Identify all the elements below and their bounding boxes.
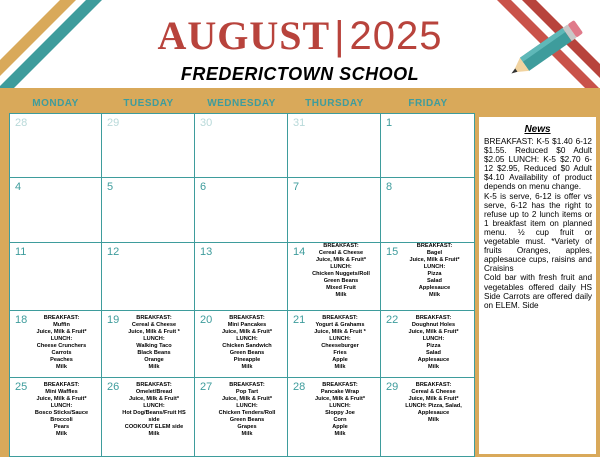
day-number: 25 [15,381,28,393]
day-number: 28 [293,381,306,393]
calendar-day-cell [9,113,102,178]
calendar-day-cell [195,311,288,378]
day-number: 8 [386,181,393,193]
day-menu: BREAKFAST: Mini Waffles Juice, Milk & Fruit* LUNCH: Bosco Sticks/Sauce Broccoli Pears Milk [34,382,89,437]
weekday-header: WEDNESDAY [195,95,288,113]
day-menu: BREAKFAST: Cereal & Cheese Juice, Milk & Fruit* LUNCH: Pizza, Salad, Applesauce Milk [405,382,462,423]
calendar-day-cell [288,178,381,243]
calendar-day-cell [102,378,195,457]
calendar-day-cell [102,178,195,243]
day-number: 28 [15,117,28,129]
day-menu: BREAKFAST: Pop Tart Juice, Milk & Fruit* LUNCH: Chicken Tenders/Roll Green Beans Grapes Milk [218,382,276,437]
news-panel [478,116,597,455]
day-number: 11 [15,246,27,258]
day-number: 15 [386,246,399,258]
day-number: 19 [107,314,120,326]
year-label: 2025 [349,14,443,58]
calendar-day-cell [9,378,102,457]
calendar-day-cell [9,243,102,311]
day-number: 22 [386,314,399,326]
day-number: 18 [15,314,28,326]
day-number: 21 [293,314,306,326]
calendar-day-cell [381,311,475,378]
calendar-day-cell [102,311,195,378]
calendar-day-cell [288,311,381,378]
day-number: 30 [200,117,213,129]
calendar-header [0,0,600,88]
day-number: 29 [107,117,120,129]
weekday-header: FRIDAY [381,95,475,113]
pencil-icon [500,20,590,80]
calendar-day-cell [195,178,288,243]
calendar-day-cell [288,378,381,457]
day-number: 1 [386,117,393,129]
day-menu: BREAKFAST: Yogurt & Grahams Juice, Milk & Fruit * LUNCH: Cheeseburger Fries Apple Milk [314,315,366,370]
calendar-day-cell [195,378,288,457]
calendar-day-cell [9,311,102,378]
month-label: AUGUST [157,13,331,58]
day-menu: BREAKFAST: Doughnut Holes Juice, Milk & Fruit* LUNCH: Pizza Salad Applesauce Milk [408,315,459,370]
weekday-header: TUESDAY [102,95,195,113]
school-name: FREDERICTOWN SCHOOL [180,64,420,84]
day-menu: BREAKFAST: Omelet/Bread Juice, Milk & Fruit* LUNCH: Hot Dog/Beans/Fruit HS side COOKOUT ELEM side Milk [122,382,186,437]
calendar-day-cell [381,378,475,457]
calendar-day-cell [381,113,475,178]
day-number: 27 [200,381,213,393]
day-number: 4 [15,181,22,193]
day-number: 26 [107,381,120,393]
weekday-header: THURSDAY [288,95,381,113]
day-number: 13 [200,246,213,258]
day-number: 5 [107,181,114,193]
news-title: News [524,124,551,135]
calendar-day-cell [288,113,381,178]
day-menu: BREAKFAST: Pancake Wrap Juice, Milk & Fruit* LUNCH: Sloppy Joe Corn Apple Milk [314,382,366,437]
day-menu: BREAKFAST: Cereal & Cheese Juice, Milk & Fruit * LUNCH: Walking Taco Black Beans Orange Milk [128,315,180,370]
day-number: 29 [386,381,399,393]
title-separator: | [334,14,346,58]
day-number: 6 [200,181,207,193]
day-number: 31 [293,117,306,129]
weekday-header: MONDAY [9,95,102,113]
calendar-day-cell [381,178,475,243]
calendar-day-cell [195,113,288,178]
day-menu: BREAKFAST: Bagel Juice, Milk & Fruit* LUNCH: Pizza Salad Applesauce Milk [409,243,460,298]
calendar-cells [9,113,475,457]
day-number: 7 [293,181,300,193]
news-body: BREAKFAST: K-5 $1.40 6-12 $1.55. Reduced $0 Adult $2.05 LUNCH: K-5 $2.70 6-12 $2.95, Reduced $0 Adult $4.10 Availability of product depends on menu change. K-5 is serve, 6-12 is offer vs serve, 6-12 has the right to refuse up to 2 lunch items or 1 breakfast item on planned menu. ½ cup fruit or vegetable must. *Variety of fruits Oranges, apples, applesauce cups, raisins and Craisins Cold bar with fresh fruit and vegetables offered daily HS Side Carrots are offered daily on ELEM. Side [484,137,592,310]
calendar-day-cell [288,243,381,311]
calendar-day-cell [9,178,102,243]
calendar-day-cell [102,243,195,311]
calendar-day-cell [195,243,288,311]
calendar-grid [9,95,470,457]
day-menu: BREAKFAST: Muffin Juice, Milk & Fruit* LUNCH: Cheese Crunchers Carrots Peaches Milk [36,315,87,370]
day-menu: BREAKFAST: Mini Pancakes Juice, Milk & Fruit* LUNCH: Chicken Sandwich Green Beans Pineapple Milk [221,315,273,370]
day-number: 12 [107,246,120,258]
day-menu: BREAKFAST: Cereal & Cheese Juice, Milk & Fruit* LUNCH: Chicken Nuggets/Roll Green Beans Mixed Fruit Milk [312,243,370,298]
day-number: 14 [293,246,306,258]
calendar-day-cell [381,243,475,311]
calendar-day-cell [102,113,195,178]
day-number: 20 [200,314,213,326]
